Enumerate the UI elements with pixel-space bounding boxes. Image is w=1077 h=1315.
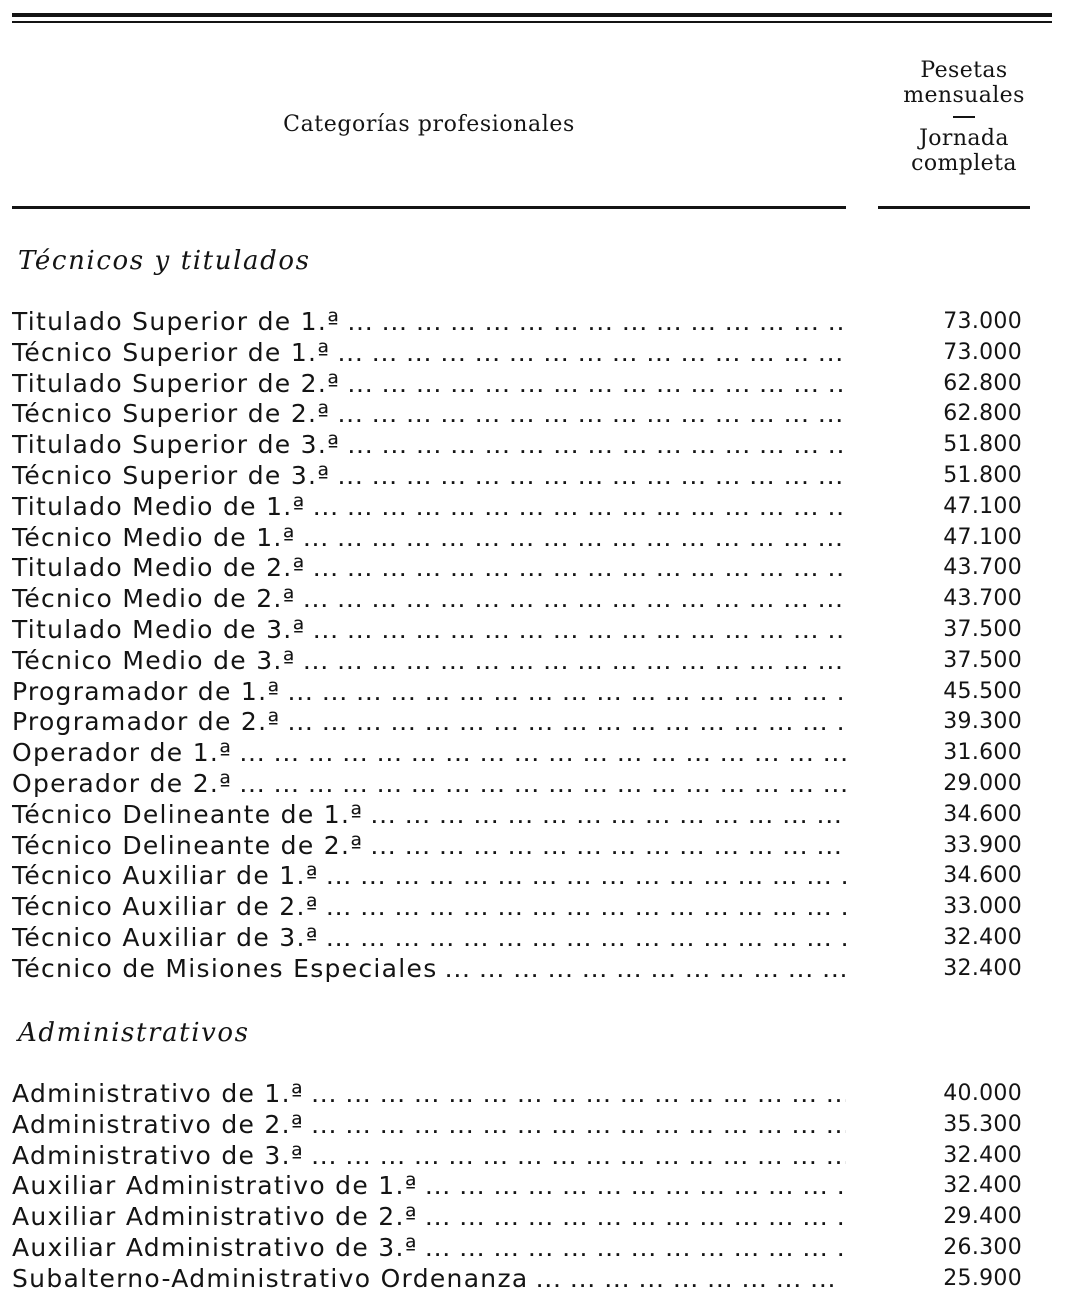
category-label: Titulado Medio de 3.ª ... . [12, 615, 846, 648]
monthly-amount: 47.100 [943, 493, 1022, 519]
monthly-amount: 33.000 [943, 894, 1022, 920]
pay-header-dash [953, 116, 975, 118]
table-row [12, 1264, 1022, 1295]
monthly-amount: 26.300 [943, 1234, 1022, 1260]
category-label: Técnico Medio de 2.ª ... . [12, 584, 846, 617]
table-row [12, 831, 1022, 862]
monthly-amount: 47.100 [943, 524, 1022, 550]
category-label: Programador de 2.ª ... . [12, 707, 846, 740]
table-row [12, 861, 1022, 892]
monthly-amount: 51.800 [943, 432, 1022, 458]
category-label: Administrativo de 1.ª ... . [12, 1079, 846, 1112]
category-label: Programador de 1.ª ... . [12, 677, 846, 710]
table-row [12, 954, 1022, 985]
category-label: Auxiliar Administrativo de 3.ª ... . [12, 1233, 846, 1266]
table-row [12, 1233, 1022, 1264]
table-row [12, 430, 1022, 461]
monthly-amount: 37.500 [943, 616, 1022, 642]
table-row [12, 307, 1022, 338]
category-label: Operador de 2.ª ... . [12, 769, 846, 802]
table-row [12, 1202, 1022, 1233]
category-label: Técnico de Misiones Especiales ... . [12, 954, 846, 987]
header-rule-pay [878, 206, 1030, 209]
table-row [12, 369, 1022, 400]
monthly-amount: 51.800 [943, 462, 1022, 488]
pay-header-line-4: completa [911, 151, 1017, 176]
monthly-amount: 34.600 [943, 801, 1022, 827]
monthly-amount: 25.900 [943, 1265, 1022, 1291]
table-row [12, 707, 1022, 738]
category-label: Subalterno-Administrativo Ordenanza ... . [12, 1264, 846, 1297]
header-rule-category [12, 206, 846, 209]
table-row [12, 769, 1022, 800]
category-label: Administrativo de 2.ª ... . [12, 1110, 846, 1143]
category-label: Titulado Superior de 2.ª ... . [12, 369, 846, 402]
section-rows-tecnicos [12, 307, 1022, 985]
category-label: Técnico Auxiliar de 3.ª ... . [12, 923, 846, 956]
table-row [12, 1141, 1022, 1172]
category-label: Titulado Superior de 1.ª ... . [12, 307, 846, 340]
category-label: Técnico Delineante de 2.ª ... . [12, 831, 846, 864]
category-label: Técnico Superior de 2.ª ... . [12, 399, 846, 432]
category-label: Titulado Medio de 1.ª ... . [12, 492, 846, 525]
table-row [12, 677, 1022, 708]
category-label: Técnico Auxiliar de 1.ª ... . [12, 861, 846, 894]
table-row [12, 1110, 1022, 1141]
table-row [12, 553, 1022, 584]
table-row [12, 1079, 1022, 1110]
monthly-amount: 33.900 [943, 832, 1022, 858]
monthly-amount: 32.400 [943, 955, 1022, 981]
table-row [12, 738, 1022, 769]
pay-header-line-2: mensuales [903, 83, 1025, 108]
section-title-administrativos: Administrativos [18, 1018, 250, 1048]
section-rows-administrativos [12, 1079, 1022, 1295]
category-label: Técnico Delineante de 1.ª ... . [12, 800, 846, 833]
category-label: Técnico Auxiliar de 2.ª ... . [12, 892, 846, 925]
table-row [12, 800, 1022, 831]
pay-header-line-1: Pesetas [920, 58, 1008, 83]
monthly-amount: 73.000 [943, 309, 1022, 334]
table-row [12, 1171, 1022, 1202]
monthly-amount: 43.700 [943, 555, 1022, 581]
category-label: Técnico Medio de 3.ª ... . [12, 646, 846, 679]
monthly-amount: 45.500 [943, 678, 1022, 704]
category-label: Administrativo de 3.ª ... . [12, 1141, 846, 1174]
column-header-pay [878, 58, 1050, 176]
table-row [12, 523, 1022, 554]
table-row [12, 615, 1022, 646]
category-label: Técnico Superior de 3.ª ... . [12, 461, 846, 494]
monthly-amount: 29.400 [943, 1204, 1022, 1230]
monthly-amount: 32.400 [943, 924, 1022, 950]
section-title-tecnicos: Técnicos y titulados [18, 246, 311, 276]
table-row [12, 892, 1022, 923]
monthly-amount: 39.300 [943, 709, 1022, 735]
column-header-category: Categorías profesionales [283, 112, 575, 137]
monthly-amount: 62.800 [943, 370, 1022, 396]
monthly-amount: 29.000 [943, 770, 1022, 796]
table-row [12, 923, 1022, 954]
category-label: Auxiliar Administrativo de 1.ª ... . [12, 1171, 846, 1204]
pay-header-line-3: Jornada [919, 126, 1009, 151]
monthly-amount: 32.400 [943, 1142, 1022, 1168]
table-row [12, 338, 1022, 369]
monthly-amount: 43.700 [943, 586, 1022, 612]
category-label: Técnico Medio de 1.ª ... . [12, 523, 846, 556]
monthly-amount: 35.300 [943, 1111, 1022, 1137]
monthly-amount: 37.500 [943, 647, 1022, 673]
monthly-amount: 40.000 [943, 1081, 1022, 1106]
category-label: Operador de 1.ª ... . [12, 738, 846, 771]
table-row [12, 461, 1022, 492]
category-label: Titulado Medio de 2.ª ... . [12, 553, 846, 586]
top-rule-thick [12, 13, 1052, 17]
table-row [12, 399, 1022, 430]
monthly-amount: 34.600 [943, 863, 1022, 889]
category-label: Técnico Superior de 1.ª ... . [12, 338, 846, 371]
monthly-amount: 73.000 [943, 339, 1022, 365]
table-row [12, 584, 1022, 615]
monthly-amount: 32.400 [943, 1173, 1022, 1199]
category-label: Auxiliar Administrativo de 2.ª ... . [12, 1202, 846, 1235]
top-rule-thin [12, 21, 1052, 23]
monthly-amount: 62.800 [943, 401, 1022, 427]
table-row [12, 492, 1022, 523]
table-row [12, 646, 1022, 677]
monthly-amount: 31.600 [943, 740, 1022, 766]
category-label: Titulado Superior de 3.ª ... . [12, 430, 846, 463]
